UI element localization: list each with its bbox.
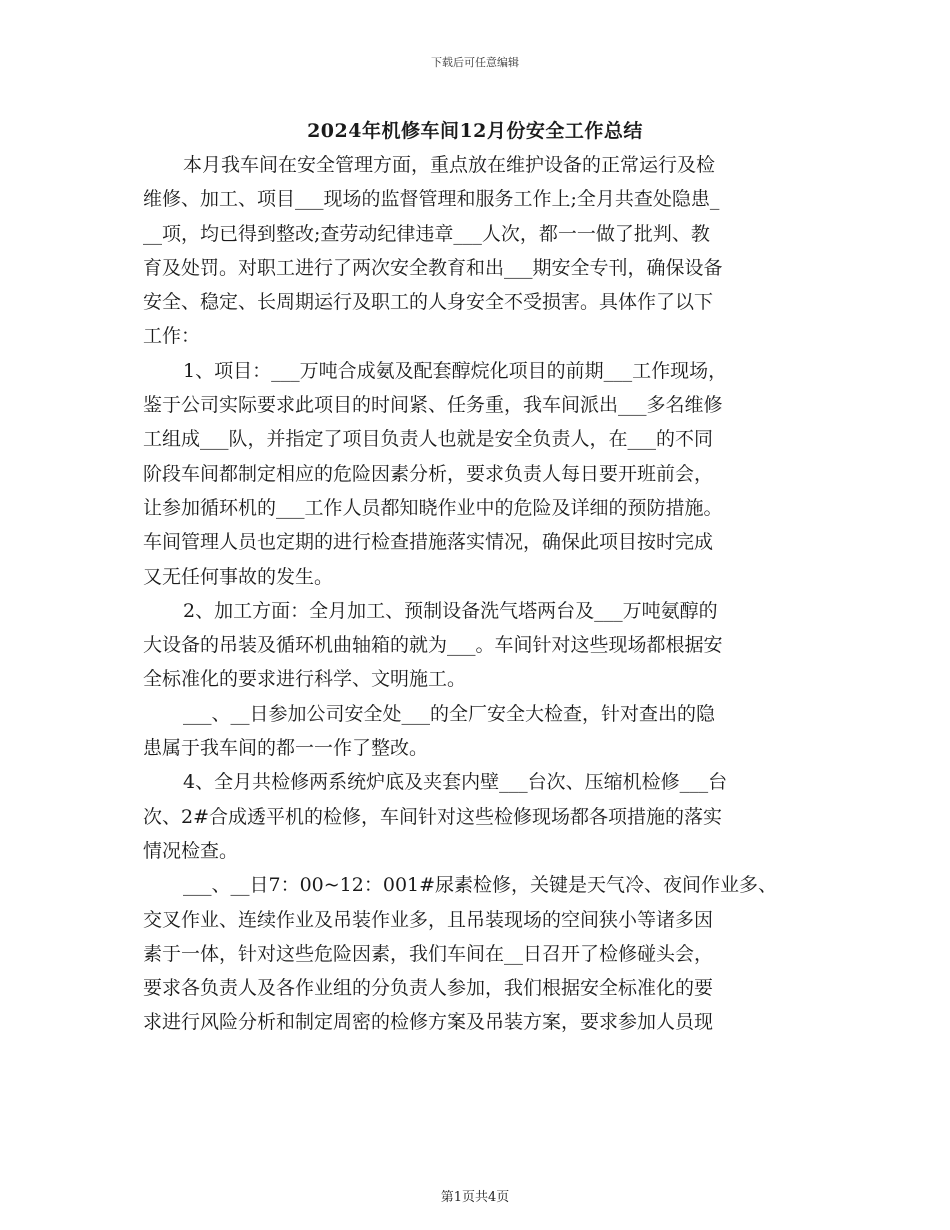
- paragraph-line: 全标准化的要求进行科学、文明施工。: [143, 668, 467, 691]
- document-title: 2024年机修车间12月份安全工作总结: [307, 120, 643, 142]
- paragraph-line: 1、项目：___万吨合成氨及配套醇烷化项目的前期___工作现场，: [183, 359, 728, 382]
- paragraph-line: 维修、加工、项目___现场的监督管理和服务工作上;全月共查处隐患_: [143, 188, 720, 211]
- paragraph-line: 鉴于公司实际要求此项目的时间紧、任务重，我车间派出___多名维修: [143, 394, 723, 417]
- paragraph-line: 2、加工方面：全月加工、预制设备洗气塔两台及___万吨氨醇的: [183, 599, 718, 622]
- paragraph-line: 要求各负责人及各作业组的分负责人参加，我们根据安全标准化的要: [143, 977, 714, 1000]
- paragraph-line: 本月我车间在安全管理方面，重点放在维护设备的正常运行及检: [183, 154, 716, 176]
- page-header-note: 下载后可任意编辑: [431, 56, 519, 69]
- paragraph-line: 求进行风险分析和制定周密的检修方案及吊装方案，要求参加人员现: [143, 1011, 714, 1034]
- paragraph-line: 安全、稳定、长周期运行及职工的人身安全不受损害。具体作了以下: [143, 291, 714, 314]
- paragraph-line: 大设备的吊装及循环机曲轴箱的就为___。车间针对这些现场都根据安: [143, 634, 723, 657]
- paragraph-line: 工作：: [143, 325, 201, 348]
- paragraph-line: 工组成___队，并指定了项目负责人也就是安全负责人，在___的不同: [143, 428, 714, 451]
- paragraph-line: 素于一体，针对这些危险因素，我们车间在__日召开了检修碰头会，: [143, 942, 714, 965]
- paragraph-line: 情况检查。: [143, 839, 239, 862]
- paragraph-line: 阶段车间都制定相应的危险因素分析，要求负责人每日要开班前会，: [143, 462, 714, 485]
- paragraph-line: 育及处罚。对职工进行了两次安全教育和出___期安全专刊，确保设备: [143, 256, 723, 279]
- paragraph-line: 4、全月共检修两系统炉底及夹套内壁___台次、压缩机检修___台: [183, 771, 728, 794]
- paragraph-line: 又无任何事故的发生。: [143, 565, 334, 588]
- paragraph-line: ___、__日7：00~12：001#尿素检修，关键是天气冷、夜间作业多、: [183, 874, 778, 897]
- paragraph-line: 交叉作业、连续作业及吊装作业多，且吊装现场的空间狭小等诸多因: [143, 908, 714, 931]
- paragraph-line: 车间管理人员也定期的进行检查措施落实情况，确保此项目按时完成: [143, 531, 714, 554]
- page-number-footer: 第1页共4页: [440, 1190, 510, 1205]
- document-body: [143, 148, 823, 1040]
- paragraph-line: 患属于我车间的都一一作了整改。: [143, 737, 429, 760]
- paragraph-line: ___、__日参加公司安全处___的全厂安全大检查，针对查出的隐: [183, 702, 716, 725]
- paragraph-line: __项，均已得到整改;查劳动纪律违章___人次，都一一做了批判、教: [143, 222, 710, 245]
- paragraph-line: 次、2#合成透平机的检修，车间针对这些检修现场都各项措施的落实: [143, 805, 723, 828]
- paragraph-line: 让参加循环机的___工作人员都知晓作业中的危险及详细的预防措施。: [143, 496, 723, 519]
